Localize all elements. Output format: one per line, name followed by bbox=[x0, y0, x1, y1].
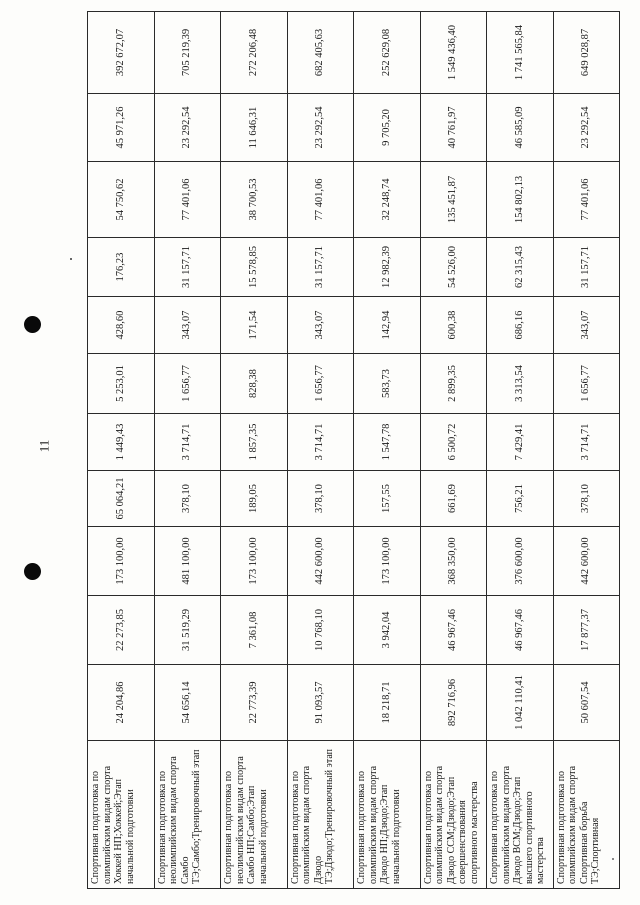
value-cell: 661,69 bbox=[420, 471, 487, 527]
value-cell: 46 585,09 bbox=[487, 94, 554, 162]
value-cell: 600,38 bbox=[420, 297, 487, 354]
value-cell: 3 714,71 bbox=[553, 414, 620, 471]
value-cell: 45 971,26 bbox=[88, 94, 155, 162]
value-cell: 31 157,71 bbox=[553, 238, 620, 297]
value-cell: 1 656,77 bbox=[154, 354, 221, 414]
value-cell: 686,16 bbox=[487, 297, 554, 354]
value-cell: 54 526,00 bbox=[420, 238, 487, 297]
value-cell: 24 204,86 bbox=[88, 665, 155, 741]
value-cell: 682 405,63 bbox=[287, 12, 354, 94]
value-cell: 22 273,85 bbox=[88, 596, 155, 665]
value-cell: 10 768,10 bbox=[287, 596, 354, 665]
value-cell: 77 401,06 bbox=[553, 162, 620, 238]
value-cell: 32 248,74 bbox=[354, 162, 421, 238]
table-row bbox=[354, 12, 421, 889]
value-cell: 173 100,00 bbox=[88, 527, 155, 596]
value-cell: 18 218,71 bbox=[354, 665, 421, 741]
table-container bbox=[87, 12, 619, 889]
value-cell: 442 600,00 bbox=[287, 527, 354, 596]
value-cell: 17 877,37 bbox=[553, 596, 620, 665]
data-table bbox=[87, 11, 620, 889]
value-cell: 442 600,00 bbox=[553, 527, 620, 596]
value-cell: 171,54 bbox=[221, 297, 288, 354]
value-cell: 892 716,96 bbox=[420, 665, 487, 741]
value-cell: 583,73 bbox=[354, 354, 421, 414]
value-cell: 15 578,85 bbox=[221, 238, 288, 297]
value-cell: 9 705,20 bbox=[354, 94, 421, 162]
value-cell: 378,10 bbox=[287, 471, 354, 527]
value-cell: 3 714,71 bbox=[154, 414, 221, 471]
value-cell: 756,21 bbox=[487, 471, 554, 527]
value-cell: 54 750,62 bbox=[88, 162, 155, 238]
value-cell: 77 401,06 bbox=[287, 162, 354, 238]
value-cell: 135 451,87 bbox=[420, 162, 487, 238]
value-cell: 343,07 bbox=[154, 297, 221, 354]
value-cell: 1 042 110,41 bbox=[487, 665, 554, 741]
value-cell: 6 500,72 bbox=[420, 414, 487, 471]
value-cell: 828,38 bbox=[221, 354, 288, 414]
value-cell: 46 967,46 bbox=[420, 596, 487, 665]
value-cell: 392 672,07 bbox=[88, 12, 155, 94]
value-cell: 3 313,54 bbox=[487, 354, 554, 414]
value-cell: 1 547,78 bbox=[354, 414, 421, 471]
scan-speck bbox=[70, 258, 72, 260]
row-name-cell: Спортивная подготовка по неолимпийским видам спорта Самбо НП;Самбо;Этап начальной подготовки bbox=[221, 741, 288, 889]
value-cell: 23 292,54 bbox=[553, 94, 620, 162]
value-cell: 705 219,39 bbox=[154, 12, 221, 94]
value-cell: 481 100,00 bbox=[154, 527, 221, 596]
value-cell: 189,05 bbox=[221, 471, 288, 527]
value-cell: 176,23 bbox=[88, 238, 155, 297]
value-cell: 1 741 565,84 bbox=[487, 12, 554, 94]
row-name-cell: Спортивная подготовка по олимпийским видам спорта Хоккей НП;Хоккей;Этап начальной подготовки bbox=[88, 741, 155, 889]
value-cell: 1 857,35 bbox=[221, 414, 288, 471]
value-cell: 54 656,14 bbox=[154, 665, 221, 741]
page-number: 11 bbox=[36, 439, 52, 453]
value-cell: 3 714,71 bbox=[287, 414, 354, 471]
value-cell: 31 519,29 bbox=[154, 596, 221, 665]
value-cell: 50 607,54 bbox=[553, 665, 620, 741]
table-row bbox=[287, 12, 354, 889]
table-row bbox=[553, 12, 620, 889]
value-cell: 46 967,46 bbox=[487, 596, 554, 665]
value-cell: 252 629,08 bbox=[354, 12, 421, 94]
punch-hole-bottom bbox=[24, 563, 41, 580]
value-cell: 173 100,00 bbox=[354, 527, 421, 596]
value-cell: 272 206,48 bbox=[221, 12, 288, 94]
value-cell: 31 157,71 bbox=[154, 238, 221, 297]
row-name-cell: Спортивная подготовка по неолимпийским видам спорта Самбо ТЭ;Самбо;Тренировочный этап bbox=[154, 741, 221, 889]
value-cell: 1 549 436,40 bbox=[420, 12, 487, 94]
table-row bbox=[420, 12, 487, 889]
table-row bbox=[487, 12, 554, 889]
value-cell: 1 449,43 bbox=[88, 414, 155, 471]
value-cell: 1 656,77 bbox=[553, 354, 620, 414]
value-cell: 5 253,01 bbox=[88, 354, 155, 414]
value-cell: 7 429,41 bbox=[487, 414, 554, 471]
value-cell: 40 761,97 bbox=[420, 94, 487, 162]
table-row bbox=[221, 12, 288, 889]
value-cell: 157,55 bbox=[354, 471, 421, 527]
value-cell: 378,10 bbox=[154, 471, 221, 527]
value-cell: 23 292,54 bbox=[287, 94, 354, 162]
value-cell: 62 315,43 bbox=[487, 238, 554, 297]
value-cell: 65 064,21 bbox=[88, 471, 155, 527]
value-cell: 23 292,54 bbox=[154, 94, 221, 162]
punch-hole-top bbox=[24, 316, 41, 333]
value-cell: 1 656,77 bbox=[287, 354, 354, 414]
value-cell: 2 899,35 bbox=[420, 354, 487, 414]
value-cell: 343,07 bbox=[553, 297, 620, 354]
value-cell: 368 350,00 bbox=[420, 527, 487, 596]
value-cell: 31 157,71 bbox=[287, 238, 354, 297]
value-cell: 7 361,08 bbox=[221, 596, 288, 665]
value-cell: 12 982,39 bbox=[354, 238, 421, 297]
value-cell: 11 646,31 bbox=[221, 94, 288, 162]
table-row bbox=[154, 12, 221, 889]
value-cell: 173 100,00 bbox=[221, 527, 288, 596]
row-name-cell: Спортивная подготовка по олимпийским видам спорта Дзюдо ВСМ;Дзюдо;Этап высшего спортивного мастерства bbox=[487, 741, 554, 889]
value-cell: 376 600,00 bbox=[487, 527, 554, 596]
row-name-cell: Спортивная подготовка по олимпийским видам спорта Дзюдо НП;Дзюдо;Этап начальной подготовки bbox=[354, 741, 421, 889]
value-cell: 22 773,39 bbox=[221, 665, 288, 741]
value-cell: 154 802,13 bbox=[487, 162, 554, 238]
row-name-cell: Спортивная подготовка по олимпийским видам спорта Спортивная борьба ТЭ;Спортивная bbox=[553, 741, 620, 889]
value-cell: 142,94 bbox=[354, 297, 421, 354]
value-cell: 3 942,04 bbox=[354, 596, 421, 665]
value-cell: 649 028,87 bbox=[553, 12, 620, 94]
row-name-cell: Спортивная подготовка по олимпийским видам спорта Дзюдо ССМ;Дзюдо;Этап совершенствования спортивного мастерства bbox=[420, 741, 487, 889]
value-cell: 77 401,06 bbox=[154, 162, 221, 238]
row-name-cell: Спортивная подготовка по олимпийским видам спорта Дзюдо ТЭ;Дзюдо;Тренировочный этап bbox=[287, 741, 354, 889]
table-row bbox=[88, 12, 155, 889]
value-cell: 343,07 bbox=[287, 297, 354, 354]
value-cell: 91 093,57 bbox=[287, 665, 354, 741]
value-cell: 428,60 bbox=[88, 297, 155, 354]
value-cell: 38 700,53 bbox=[221, 162, 288, 238]
value-cell: 378,10 bbox=[553, 471, 620, 527]
